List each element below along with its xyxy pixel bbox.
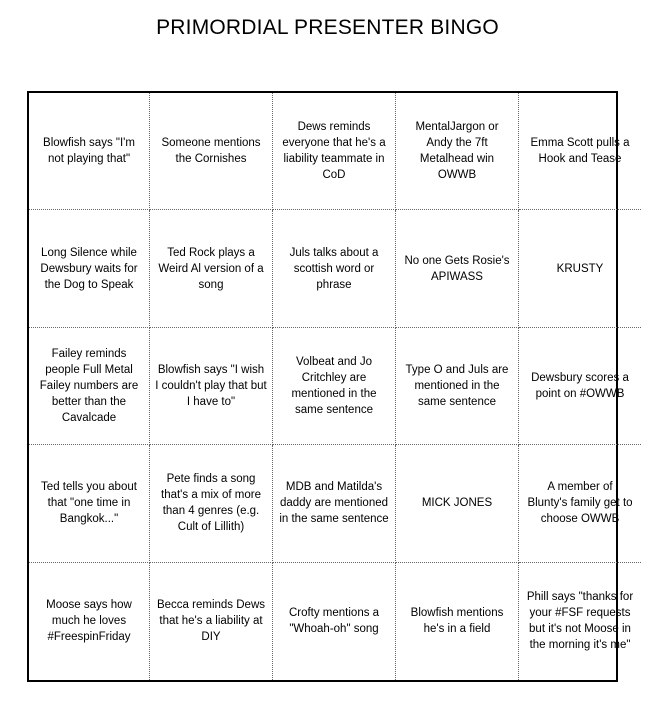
bingo-cell xyxy=(29,328,150,445)
bingo-cell-text: Ted Rock plays a Weird Al version of a song xyxy=(158,246,264,291)
bingo-grid xyxy=(27,91,634,682)
bingo-cell-text: A member of Blunty's family get to choose OWWB xyxy=(527,481,633,526)
bingo-cell-text: KRUSTY xyxy=(556,262,604,275)
bingo-cell-text: Blowfish says "I'm not playing that" xyxy=(43,137,135,166)
bingo-cell xyxy=(396,445,519,562)
bingo-cell xyxy=(273,93,396,210)
bingo-cell xyxy=(396,210,519,327)
bingo-cell-text: Moose says how much he loves #FreespinFriday xyxy=(46,599,132,644)
bingo-cell-text: Ted tells you about that "one time in Bangkok..." xyxy=(41,481,137,526)
bingo-cell-text: Dews reminds everyone that he's a liability teammate in CoD xyxy=(282,121,386,182)
bingo-cell xyxy=(273,328,396,445)
bingo-cell-text: Failey reminds people Full Metal Failey numbers are better than the Cavalcade xyxy=(39,347,139,424)
bingo-cell-text: Emma Scott pulls a Hook and Tease xyxy=(530,137,630,166)
bingo-cell xyxy=(273,563,396,680)
bingo-cell xyxy=(519,563,641,680)
bingo-cell-text: Volbeat and Jo Critchley are mentioned in the same sentence xyxy=(291,355,377,416)
bingo-cell xyxy=(396,93,519,210)
bingo-cell-text: Dewsbury scores a point on #OWWB xyxy=(531,371,629,400)
bingo-cell-text: No one Gets Rosie's APIWASS xyxy=(404,254,510,283)
bingo-cell-text: MICK JONES xyxy=(421,497,493,510)
bingo-cell xyxy=(150,210,273,327)
page-title: PRIMORDIAL PRESENTER BINGO xyxy=(156,16,499,39)
bingo-cell-text: Long Silence while Dewsbury waits for the Dog to Speak xyxy=(40,246,138,291)
bingo-cell xyxy=(396,563,519,680)
bingo-cell xyxy=(519,445,641,562)
bingo-cell xyxy=(519,93,641,210)
bingo-cell xyxy=(273,210,396,327)
bingo-cell xyxy=(519,328,641,445)
bingo-cell-text: MentalJargon or Andy the 7ft Metalhead win OWWB xyxy=(415,121,499,182)
bingo-cell xyxy=(396,328,519,445)
bingo-cell-text: Type O and Juls are mentioned in the same sentence xyxy=(405,363,509,408)
bingo-cell-text: Crofty mentions a "Whoah-oh" song xyxy=(288,607,380,636)
bingo-cell-text: Pete finds a song that's a mix of more than 4 genres (e.g. Cult of Lillith) xyxy=(161,473,261,534)
bingo-cell xyxy=(29,563,150,680)
bingo-cell xyxy=(150,328,273,445)
bingo-cell xyxy=(273,445,396,562)
bingo-cell xyxy=(150,563,273,680)
bingo-cell-text: Blowfish mentions he's in a field xyxy=(410,607,504,636)
bingo-cell-text: Blowfish says "I wish I couldn't play that but I have to" xyxy=(155,363,267,408)
bingo-cell-text: Becca reminds Dews that he's a liability at DIY xyxy=(156,599,265,644)
bingo-cell xyxy=(150,445,273,562)
bingo-cell xyxy=(29,93,150,210)
bingo-cell-text: MDB and Matilda's daddy are mentioned in the same sentence xyxy=(279,481,389,526)
bingo-cell-text: Phill says "thanks for your #FSF requests but it's not Moose in the morning it's me" xyxy=(526,591,634,652)
bingo-cell xyxy=(29,210,150,327)
bingo-cell xyxy=(29,445,150,562)
bingo-cell xyxy=(519,210,641,327)
bingo-cell-text: Juls talks about a scottish word or phrase xyxy=(289,246,379,291)
bingo-cell xyxy=(150,93,273,210)
bingo-cell-text: Someone mentions the Cornishes xyxy=(161,137,261,166)
